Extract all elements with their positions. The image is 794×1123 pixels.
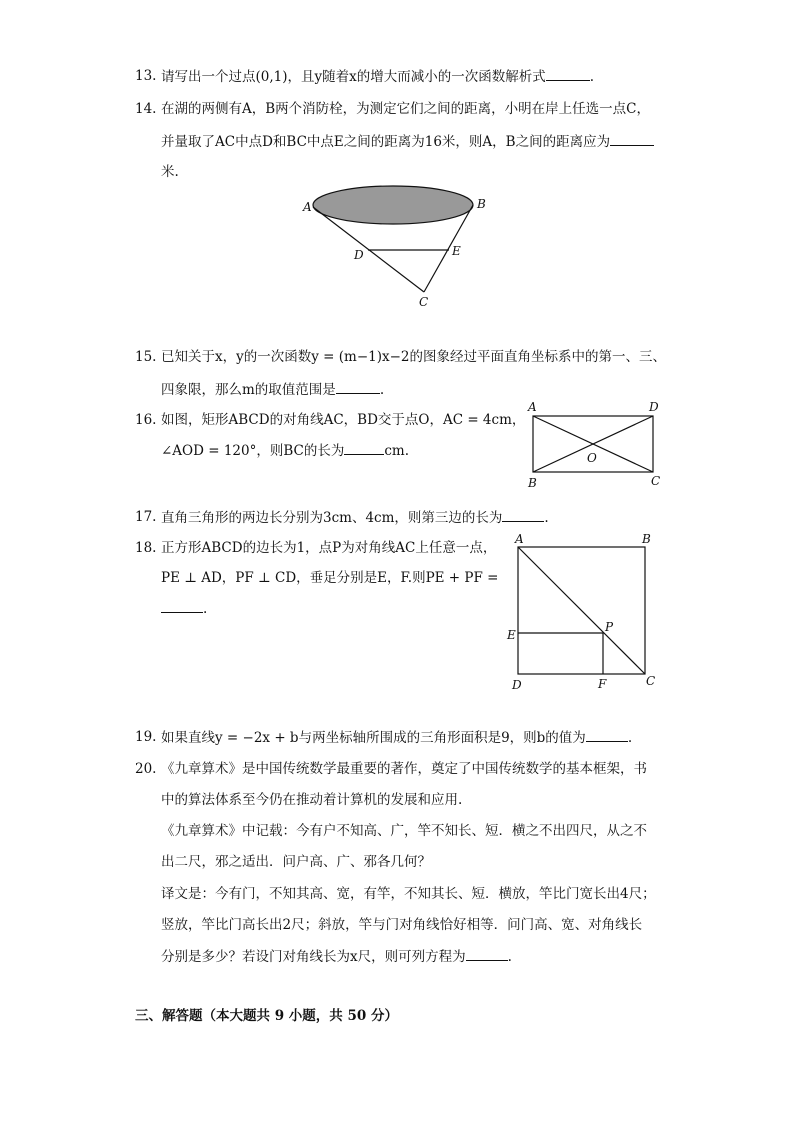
q19-text-line <box>161 727 632 748</box>
label-E: E <box>452 244 461 258</box>
q14-answer-blank[interactable] <box>610 131 654 146</box>
q18-line2: PE ⊥ AD，PF ⊥ CD，垂足分别是E，F.则PE + PF = <box>161 570 499 586</box>
q19-number: 19. <box>135 729 157 745</box>
label-A: A <box>303 200 312 214</box>
q20-end: . <box>507 949 512 965</box>
q20-number: 20. <box>135 761 157 777</box>
q15-answer-blank[interactable] <box>336 379 380 394</box>
q13-text: 请写出一个过点(0,1)，且y随着x的增大而减小的一次函数解析式 <box>161 69 546 85</box>
q16-line2: ∠AOD = 120°，则BC的长为 <box>161 443 345 459</box>
q14-line3: 米. <box>161 164 179 180</box>
label-F: F <box>598 677 607 691</box>
q14-number: 14. <box>135 101 157 117</box>
q15-number: 15. <box>135 349 157 365</box>
label-D: D <box>512 678 522 692</box>
q19-text: 如果直线y = −2x + b与两坐标轴所围成的三角形面积是9，则b的值为 <box>161 730 586 746</box>
label-C: C <box>651 474 661 488</box>
section3-heading: 三、解答题（本大题共 9 小题，共 50 分） <box>135 1008 398 1024</box>
q16-unit: cm. <box>384 443 410 459</box>
q15-line2: 四象限，那么m的取值范围是 <box>161 382 336 398</box>
lake-ellipse <box>313 186 473 224</box>
q15-line1: 已知关于x，y的一次函数y = (m−1)x−2的图象经过平面直角坐标系中的第一、三、 <box>161 349 667 365</box>
q20-line6: 竖放，竿比门高长出2尺；斜放，竿与门对角线恰好相等．问门高、宽、对角线长 <box>161 917 643 933</box>
q16-answer-blank[interactable] <box>344 440 384 455</box>
label-C: C <box>646 674 656 688</box>
label-B: B <box>528 476 537 490</box>
q15-end: . <box>379 382 385 398</box>
q20-line3: 《九章算术》中记载：今有户不知高、广，竿不知长、短．横之不出四尺，从之不 <box>161 823 647 839</box>
diagonal-AC <box>518 547 645 674</box>
q13-end: . <box>589 69 595 85</box>
label-A: A <box>528 400 537 414</box>
label-D: D <box>649 400 659 414</box>
q20-line7-wrap <box>161 946 512 967</box>
q16-figure <box>522 398 672 493</box>
q18-line1: 正方形ABCD的边长为1，点P为对角线AC上任意一点， <box>161 540 497 556</box>
q20-line5: 译文是：今有门，不知其高、宽，有竿，不知其长、短．横放，竿比门宽长出4尺； <box>161 886 656 902</box>
label-P: P <box>605 620 614 634</box>
q17-end: . <box>544 510 549 526</box>
label-B: B <box>477 197 486 211</box>
q17-answer-blank[interactable] <box>502 507 544 522</box>
label-O: O <box>587 451 597 465</box>
q20-line2: 中的算法体系至今仍在推动着计算机的发展和应用. <box>161 792 463 808</box>
q16-number: 16. <box>135 412 157 428</box>
q17-text: 直角三角形的两边长分别为3cm、4cm，则第三边的长为 <box>161 510 503 526</box>
q20-line4: 出二尺，邪之适出．问户高、广、邪各几何？ <box>161 854 431 870</box>
q17-text-line <box>161 507 549 528</box>
q19-end: . <box>627 730 633 746</box>
q14-line2: 并量取了AC中点D和BC中点E之间的距离为16米，则A，B之间的距离应为 <box>161 134 611 150</box>
label-A: A <box>515 532 524 546</box>
label-D: D <box>354 248 364 262</box>
label-E: E <box>507 628 516 642</box>
q20-line7: 分别是多少？若设门对角线长为x尺，则可列方程为 <box>161 949 466 965</box>
q18-answer-blank[interactable] <box>161 598 203 613</box>
q16-line2-wrap <box>161 440 409 461</box>
q13-number: 13. <box>135 68 157 84</box>
q14-figure <box>300 180 490 310</box>
q20-answer-blank[interactable] <box>466 946 508 961</box>
q13-answer-blank[interactable] <box>546 66 590 81</box>
q18-line3-wrap <box>161 598 207 619</box>
q15-line2-wrap <box>161 379 384 400</box>
q18-number: 18. <box>135 540 157 556</box>
q18-figure <box>505 530 665 695</box>
q20-line1: 《九章算术》是中国传统数学最重要的著作，奠定了中国传统数学的基本框架，书 <box>161 761 647 777</box>
q17-number: 17. <box>135 509 157 525</box>
label-B: B <box>642 532 651 546</box>
q16-line1: 如图，矩形ABCD的对角线AC，BD交于点O，AC = 4cm， <box>161 412 526 428</box>
q13-text-line <box>161 66 594 87</box>
label-C: C <box>419 295 429 309</box>
q14-line2-wrap <box>161 131 654 152</box>
q18-end: . <box>203 601 208 617</box>
q14-line1: 在湖的两侧有A，B两个消防栓，为测定它们之间的距离，小明在岸上任选一点C， <box>161 101 650 117</box>
q19-answer-blank[interactable] <box>586 727 628 742</box>
